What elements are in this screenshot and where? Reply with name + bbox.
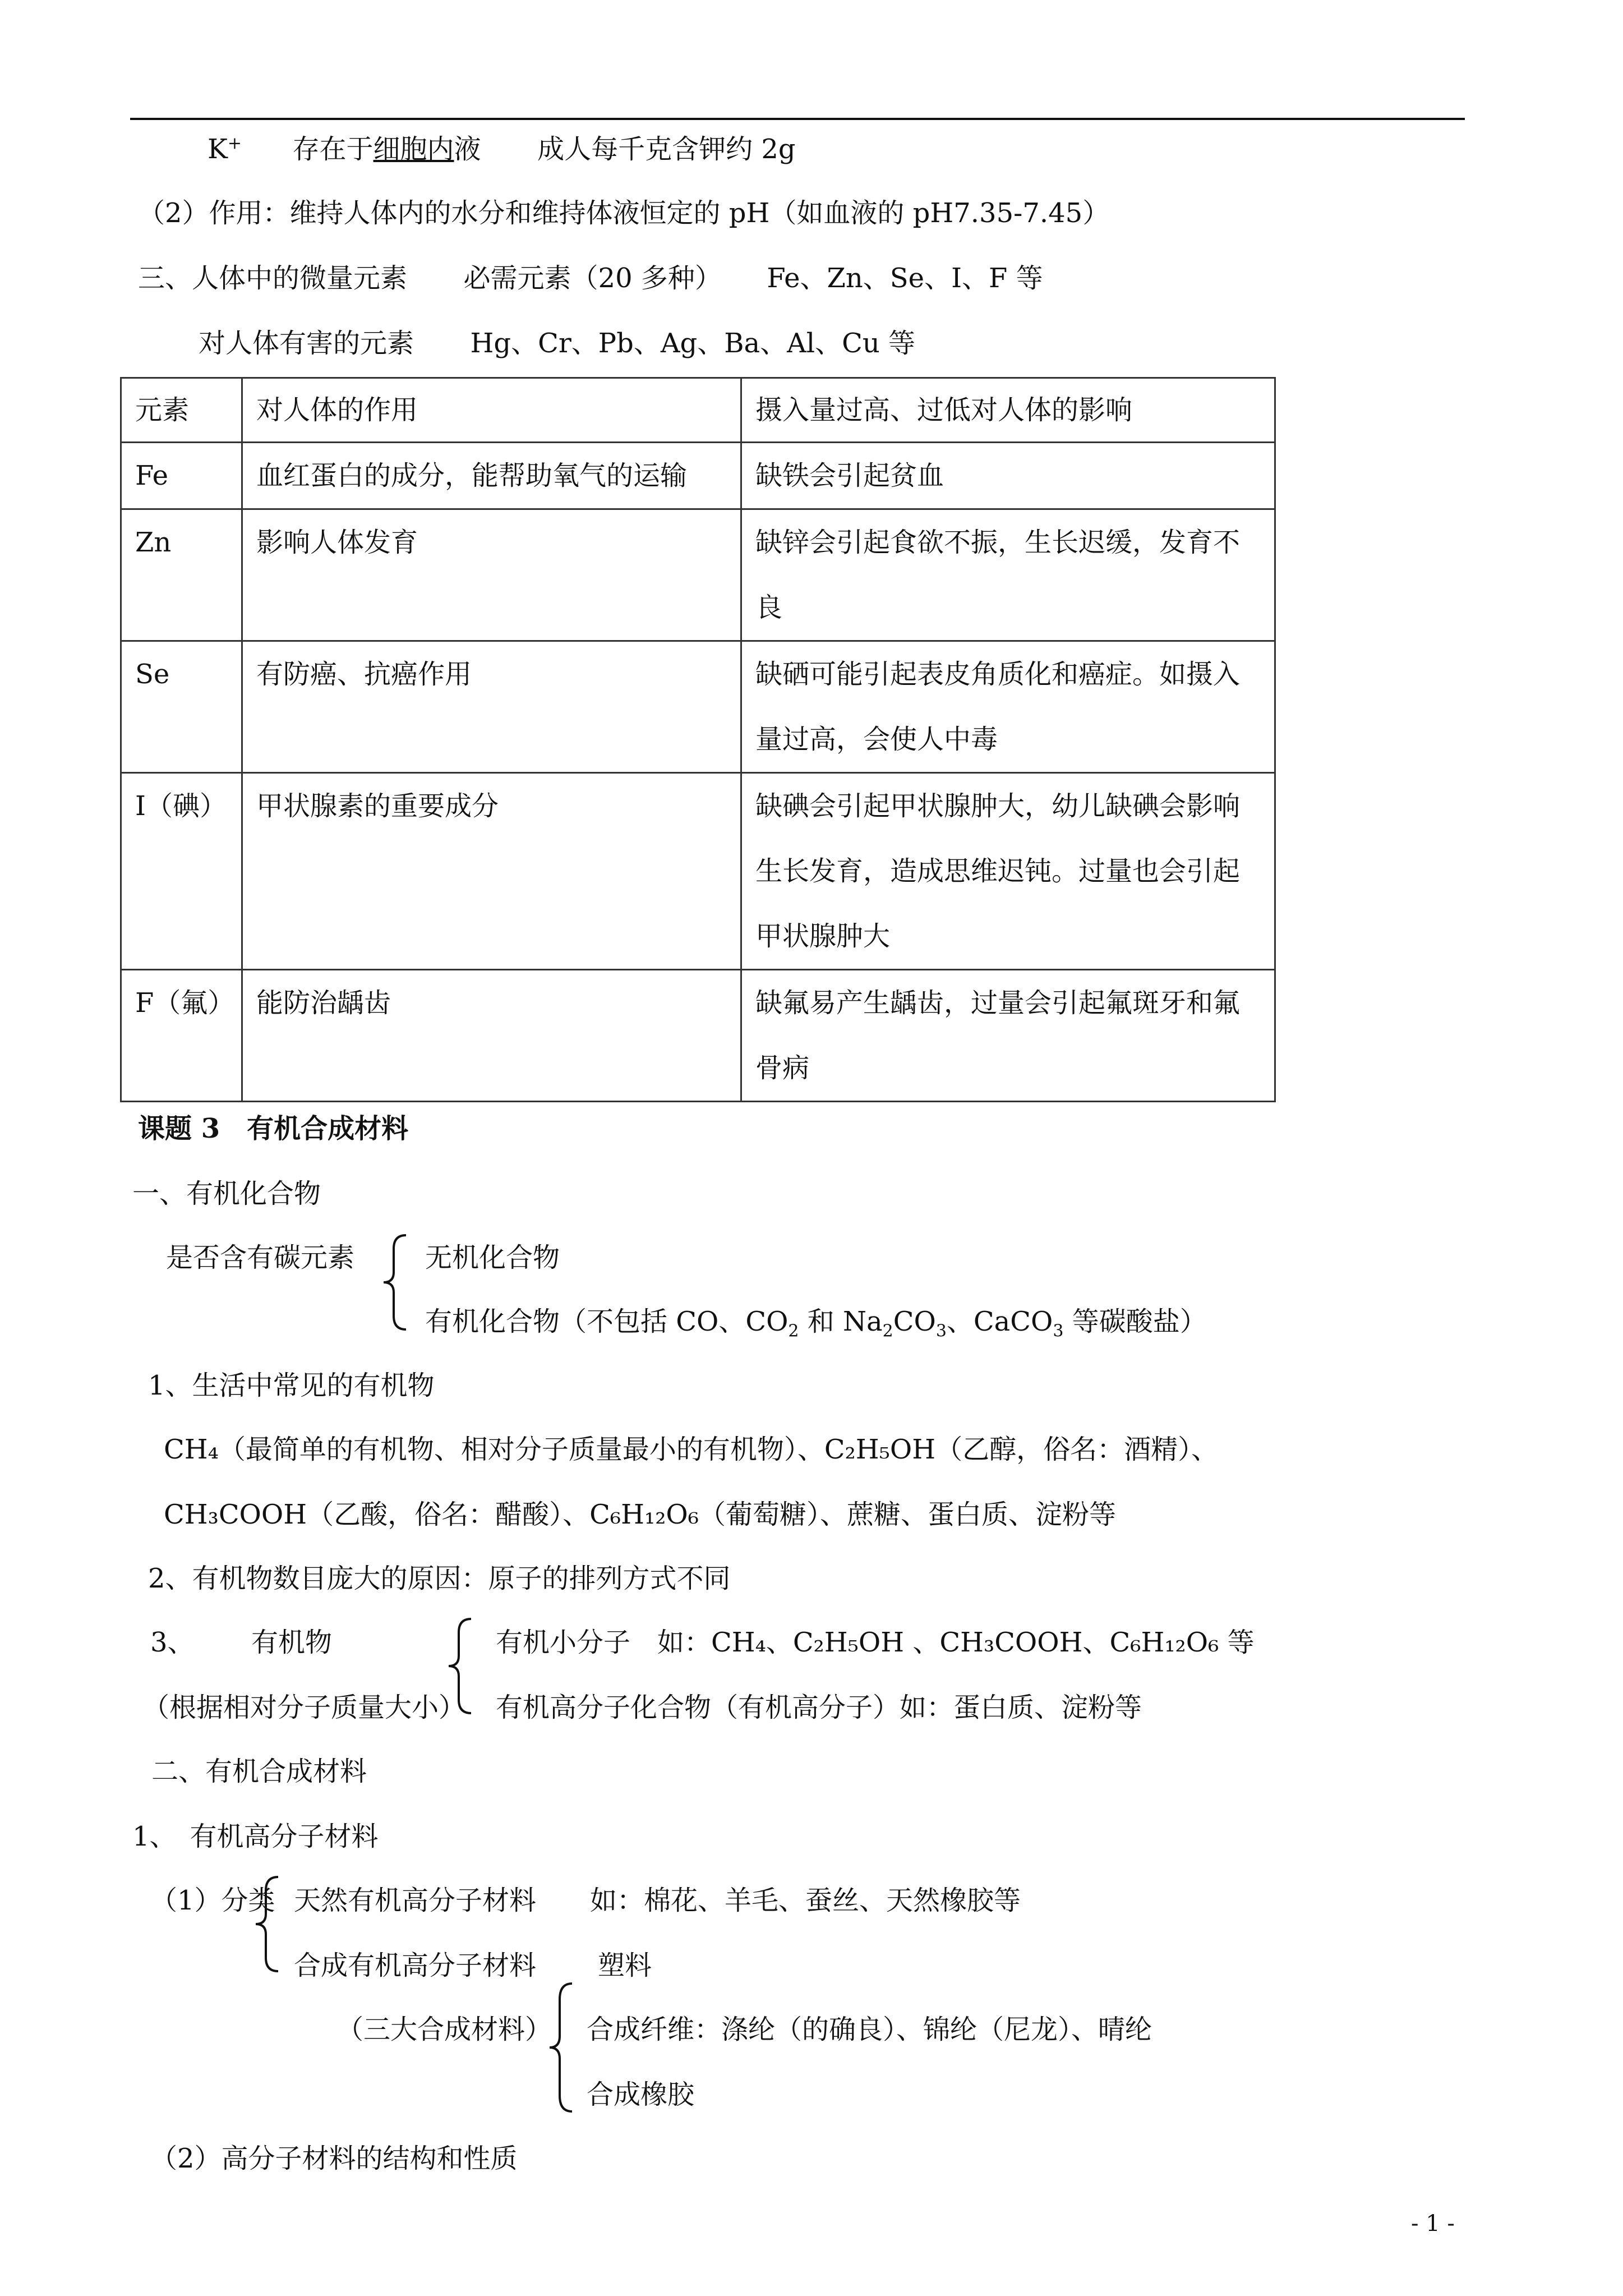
reason-line: 2、有机物数目庞大的原因：原子的排列方式不同	[148, 1563, 731, 1594]
table-header-row	[121, 378, 1275, 443]
cell-element: Fe	[121, 443, 242, 509]
table-row	[121, 509, 1275, 641]
header-element: 元素	[121, 378, 242, 443]
small-molecules: 有机小分子 如：CH₄、C₂H₅OH 、CH₃COOH、C₆H₁₂O₆ 等	[496, 1627, 1255, 1658]
cell-role: 影响人体发育	[242, 509, 741, 641]
potassium-line: K+ 存在于细胞内液 成人每千克含钾约 2g	[208, 134, 796, 165]
cell-element: F（氟）	[121, 970, 242, 1102]
cell-effect: 缺锌会引起食欲不振，生长迟缓，发育不良	[741, 509, 1275, 641]
table-row	[121, 443, 1275, 509]
synthetic-polymers: 合成有机高分子材料	[294, 1950, 537, 1981]
plastic-item: 塑料	[598, 1950, 652, 1981]
common-organics-line2: CH₃COOH（乙酸，俗名：醋酸）、C₆H₁₂O₆（葡萄糖）、蔗糖、蛋白质、淀粉等	[164, 1499, 1117, 1530]
common-organics-line1: CH₄（最简单的有机物、相对分子质量最小的有机物）、C₂H₅OH（乙醇，俗名：酒精）、	[164, 1434, 1219, 1465]
inorganic-branch: 无机化合物	[425, 1242, 560, 1273]
lesson-title: 课题 3 有机合成材料	[138, 1113, 409, 1144]
header-rule	[130, 118, 1465, 120]
cell-effect: 缺氟易产生龋齿，过量会引起氟斑牙和氟骨病	[741, 970, 1275, 1102]
brace-icon	[378, 1232, 412, 1333]
common-organics-heading: 1、生活中常见的有机物	[148, 1370, 435, 1401]
cell-element: Se	[121, 641, 242, 773]
section2-heading: 二、有机合成材料	[151, 1756, 367, 1787]
header-effect: 摄入量过高、过低对人体的影响	[741, 378, 1275, 443]
carbon-criterion: 是否含有碳元素	[166, 1242, 355, 1273]
cell-effect: 缺硒可能引起表皮角质化和癌症。如摄入量过高，会使人中毒	[741, 641, 1275, 773]
macromolecules: 有机高分子化合物（有机高分子）如：蛋白质、淀粉等	[496, 1692, 1142, 1723]
function-line: （2）作用：维持人体内的水分和维持体液恒定的 pH（如血液的 pH7.35-7.45）	[138, 197, 1110, 229]
brace-icon	[250, 1874, 284, 1975]
table-row	[121, 641, 1275, 773]
cell-role: 有防癌、抗癌作用	[242, 641, 741, 773]
cell-role: 血红蛋白的成分，能帮助氧气的运输	[242, 443, 741, 509]
table-row	[121, 970, 1275, 1102]
polymer-materials-heading: 1、 有机高分子材料	[132, 1821, 379, 1852]
section1-heading: 一、有机化合物	[132, 1178, 321, 1209]
header-role: 对人体的作用	[242, 378, 741, 443]
cell-effect: 缺铁会引起贫血	[741, 443, 1275, 509]
classification-basis: （根据相对分子质量大小）	[142, 1692, 466, 1723]
synthetic-rubber-item: 合成橡胶	[587, 2079, 695, 2110]
cell-element: Zn	[121, 509, 242, 641]
table-row	[121, 773, 1275, 970]
cell-element: I（碘）	[121, 773, 242, 970]
harmful-elements-line: 对人体有害的元素 Hg、Cr、Pb、Ag、Ba、Al、Cu 等	[199, 328, 916, 359]
natural-polymers: 天然有机高分子材料 如：棉花、羊毛、蚕丝、天然橡胶等	[294, 1885, 1021, 1916]
structure-heading: （2）高分子材料的结构和性质	[150, 2143, 518, 2174]
trace-elements-table	[120, 377, 1276, 1102]
classify-label: （1）分类	[150, 1885, 275, 1916]
three-synthetics-label: （三大合成材料）	[336, 2014, 552, 2045]
synthetic-fiber-item: 合成纤维：涤纶（的确良）、锦纶（尼龙）、晴纶	[587, 2014, 1152, 2045]
page-number: - 1 -	[1411, 2211, 1455, 2237]
organic-branch: 有机化合物（不包括 CO、$CO_2$ 和 $Na_2CO_3$、CaCO$_3$ 等碳酸盐）	[425, 1306, 1207, 1341]
cell-effect: 缺碘会引起甲状腺肿大，幼儿缺碘会影响生长发育，造成思维迟钝。过量也会引起甲状腺肿大	[741, 773, 1275, 970]
classification-number: 3、	[150, 1627, 195, 1658]
cell-role: 能防治龋齿	[242, 970, 741, 1102]
brace-icon	[544, 1980, 578, 2115]
cell-role: 甲状腺素的重要成分	[242, 773, 741, 970]
trace-elements-line: 三、人体中的微量元素 必需元素（20 多种） Fe、Zn、Se、I、F 等	[138, 263, 1043, 294]
classification-label: 有机物	[251, 1627, 333, 1658]
